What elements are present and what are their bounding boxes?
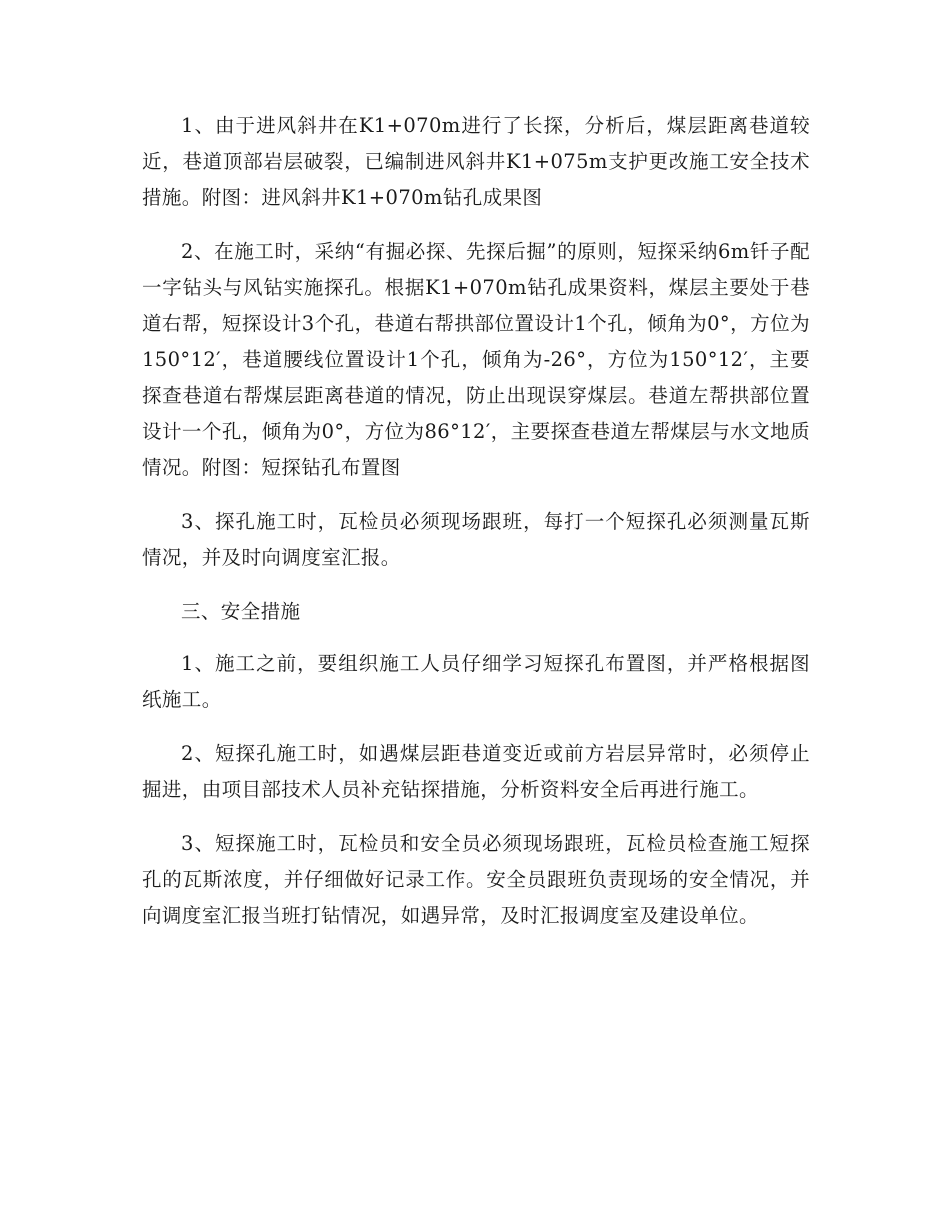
paragraph-1: 1、由于进风斜井在K1+070m进行了长探，分析后，煤层距离巷道较近，巷道顶部岩层破裂，已编制进风斜井K1+075m支护更改施工安全技术措施。附图：进风斜井K1+070m钻孔成果图 [142,114,810,209]
document-body [142,108,810,952]
section-heading: 三、安全措施 [181,600,301,623]
paragraph-2: 2、在施工时，采纳“有掘必探、先探后掘”的原则，短探采纳6m钎子配一字钻头与风钻实施探孔。根据K1+070m钻孔成果资料，煤层主要处于巷道右帮，短探设计3个孔，巷道右帮拱部位置设计1个孔，倾角为0°，方位为150°12′，巷道腰线位置设计1个孔，倾角为-26°，方位为150°12′，主要探查巷道右帮煤层距离巷道的情况，防止出现误穿煤层。巷道左帮拱部位置设计一个孔，倾角为0°，方位为86°12′，主要探查巷道左帮煤层与水文地质情况。附图：短探钻孔布置图 [142,240,810,479]
paragraph-3: 3、探孔施工时，瓦检员必须现场跟班，每打一个短探孔必须测量瓦斯情况，并及时向调度室汇报。 [142,510,810,569]
safety-paragraph-1: 1、施工之前，要组织施工人员仔细学习短探孔布置图，并严格根据图纸施工。 [142,652,810,711]
safety-paragraph-3: 3、短探施工时，瓦检员和安全员必须现场跟班，瓦检员检查施工短探孔的瓦斯浓度，并仔细做好记录工作。安全员跟班负责现场的安全情况，并向调度室汇报当班打钻情况，如遇异常，及时汇报调度室及建设单位。 [142,832,810,927]
safety-paragraph-2: 2、短探孔施工时，如遇煤层距巷道变近或前方岩层异常时，必须停止掘进，由项目部技术人员补充钻探措施，分析资料安全后再进行施工。 [142,742,810,801]
